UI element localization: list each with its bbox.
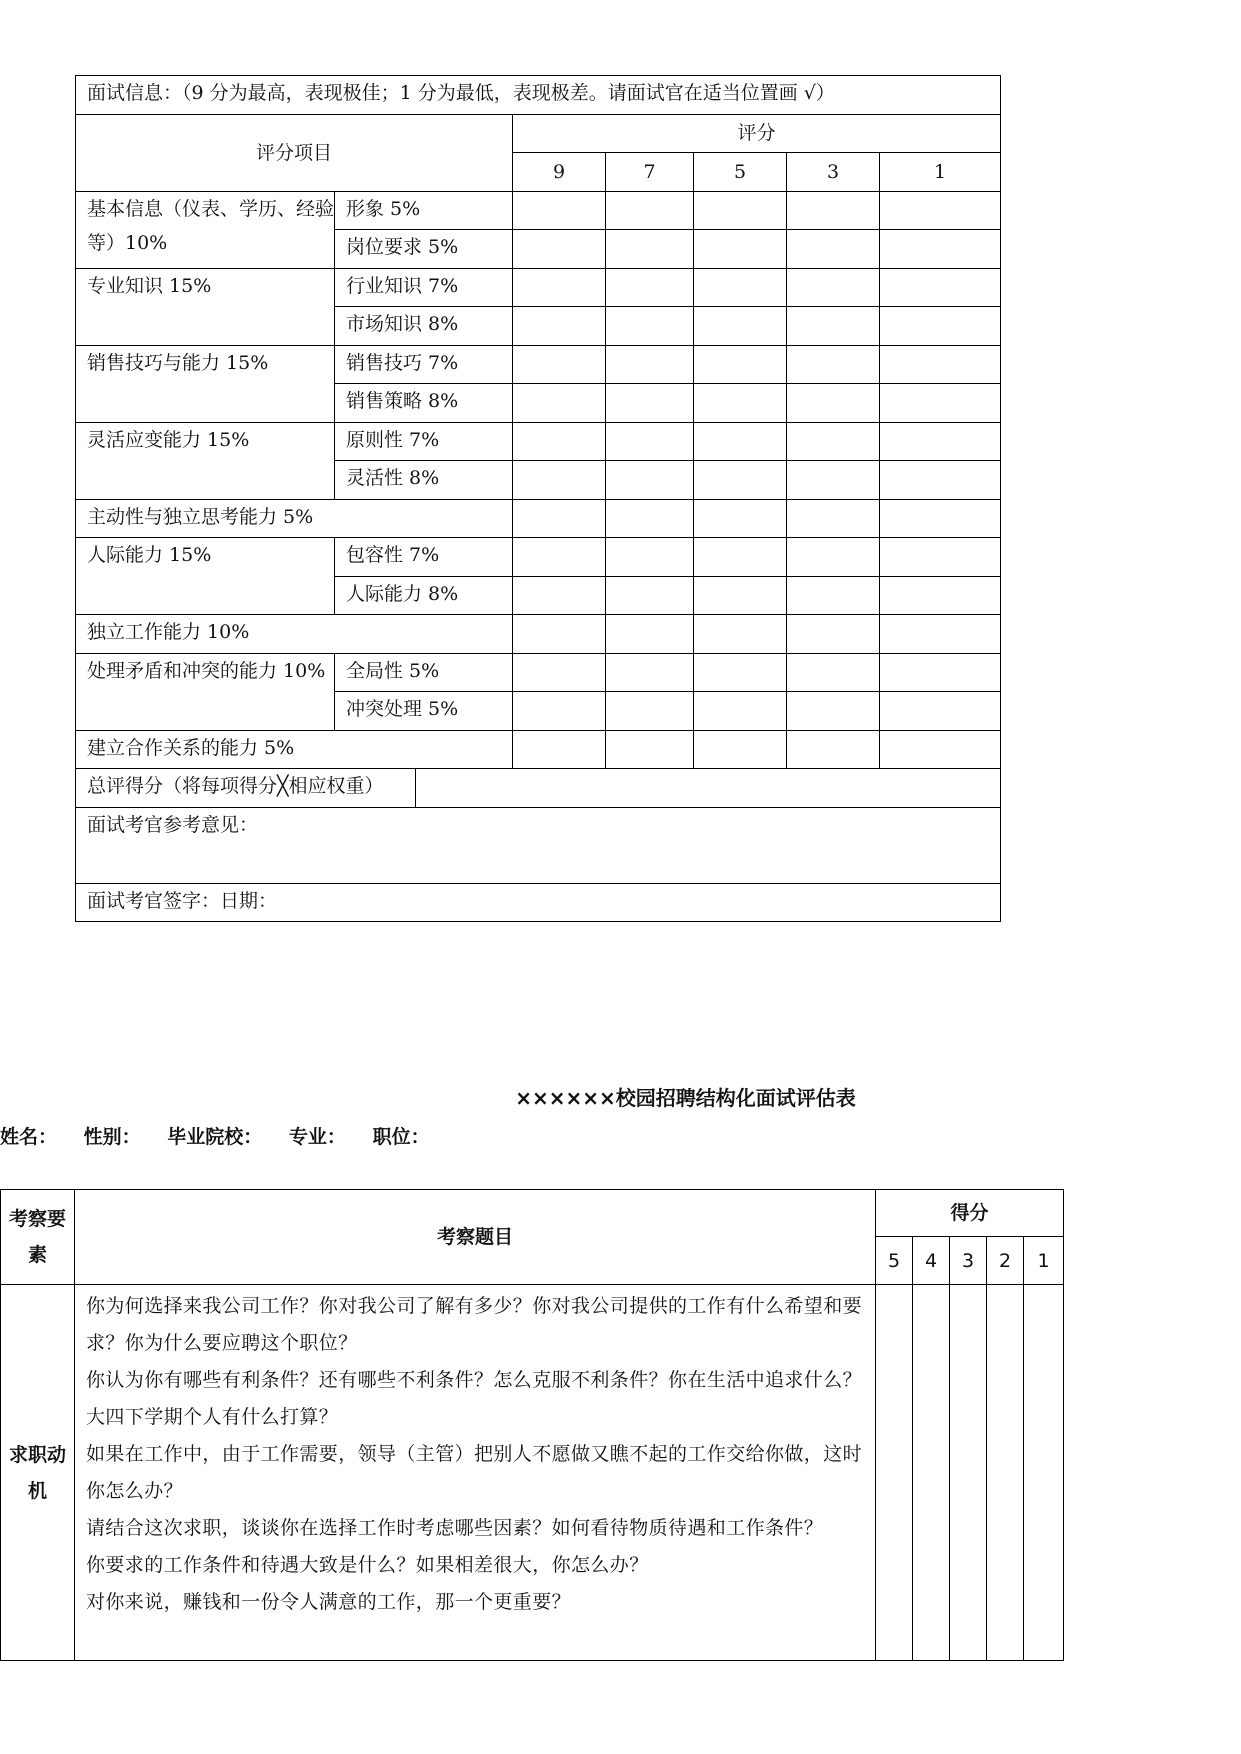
score-cell[interactable]: [513, 499, 606, 538]
total-score-label: 总评得分（将每项得分╳相应权重）: [76, 769, 416, 808]
question-item: 如果在工作中，由于工作需要，领导（主管）把别人不愿做又瞧不起的工作交给你做，这时你怎么办？: [86, 1443, 863, 1502]
row-post-requirement: 岗位要求 5%: [335, 230, 513, 269]
score-cell[interactable]: [513, 384, 606, 423]
row-conflict-handling-ability: 处理矛盾和冲突的能力 10%: [76, 653, 335, 730]
score-cell[interactable]: [606, 461, 694, 500]
candidate-fields: [0, 1122, 450, 1149]
score-cell[interactable]: [694, 615, 787, 654]
factor-motivation: 求职动机: [1, 1285, 75, 1661]
score-cell[interactable]: [787, 615, 880, 654]
row-initiative: 主动性与独立思考能力 5%: [76, 499, 513, 538]
score-1: 1: [880, 153, 1001, 192]
score-cell[interactable]: [606, 422, 694, 461]
score-cell[interactable]: [787, 422, 880, 461]
question-item: 你认为你有哪些有利条件？还有哪些不利条件？怎么克服不利条件？你在生活中追求什么？大四下学期个人有什么打算？: [86, 1369, 863, 1428]
question-list: [75, 1285, 876, 1661]
field-position[interactable]: 职位：: [372, 1126, 430, 1148]
score-cell[interactable]: [513, 461, 606, 500]
score-cell[interactable]: [606, 345, 694, 384]
score-cell[interactable]: [513, 307, 606, 346]
question-item: 对你来说，赚钱和一份令人满意的工作，那一个更重要？: [86, 1591, 572, 1613]
score-cell[interactable]: [694, 461, 787, 500]
score-cell[interactable]: [880, 384, 1001, 423]
score-cell[interactable]: [513, 191, 606, 230]
row-cooperation: 建立合作关系的能力 5%: [76, 730, 513, 769]
score-header: 评分: [513, 114, 1001, 153]
score-cell[interactable]: [787, 307, 880, 346]
score-cell[interactable]: [694, 499, 787, 538]
field-gender[interactable]: 性别：: [83, 1126, 141, 1148]
score-cell[interactable]: [880, 230, 1001, 269]
row-flexibility: 灵活性 8%: [335, 461, 513, 500]
score-cell[interactable]: [880, 268, 1001, 307]
score-3: 3: [787, 153, 880, 192]
score-cell[interactable]: [513, 268, 606, 307]
score-cell[interactable]: [880, 422, 1001, 461]
row-interpersonal-sub: 人际能力 8%: [335, 576, 513, 615]
score-cell[interactable]: [694, 653, 787, 692]
score-cell[interactable]: [787, 268, 880, 307]
score-cell[interactable]: [787, 384, 880, 423]
score-cell[interactable]: [787, 538, 880, 577]
score-cell[interactable]: [880, 499, 1001, 538]
score-cell[interactable]: [513, 422, 606, 461]
field-name[interactable]: 姓名：: [0, 1126, 58, 1148]
score-cell[interactable]: [694, 422, 787, 461]
score-cell[interactable]: [513, 345, 606, 384]
score-cell[interactable]: [1024, 1285, 1064, 1661]
score-cell[interactable]: [694, 268, 787, 307]
score-5: 5: [876, 1237, 913, 1285]
score-cell[interactable]: [787, 230, 880, 269]
score-cell[interactable]: [694, 384, 787, 423]
score-cell[interactable]: [880, 576, 1001, 615]
score-cell[interactable]: [606, 384, 694, 423]
score-cell[interactable]: [694, 307, 787, 346]
score-cell[interactable]: [513, 615, 606, 654]
score-cell[interactable]: [606, 538, 694, 577]
score-header-2: 得分: [876, 1190, 1064, 1237]
question-header: 考察题目: [75, 1190, 876, 1285]
score-5: 5: [694, 153, 787, 192]
row-conflict-handling: 冲突处理 5%: [335, 692, 513, 731]
score-cell[interactable]: [787, 730, 880, 769]
score-cell[interactable]: [606, 692, 694, 731]
score-cell[interactable]: [787, 461, 880, 500]
score-cell[interactable]: [880, 730, 1001, 769]
field-school[interactable]: 毕业院校：: [167, 1126, 263, 1148]
score-cell[interactable]: [694, 730, 787, 769]
total-score-value[interactable]: [416, 769, 1001, 808]
row-sales-skill: 销售技巧 7%: [335, 345, 513, 384]
score-cell[interactable]: [694, 692, 787, 731]
score-3: 3: [950, 1237, 987, 1285]
score-4: 4: [913, 1237, 950, 1285]
interview-info: 面试信息：（9 分为最高，表现极佳；1 分为最低，表现极差。请面试官在适当位置画 √）: [76, 76, 1001, 115]
score-cell[interactable]: [513, 230, 606, 269]
score-cell[interactable]: [787, 345, 880, 384]
score-7: 7: [606, 153, 694, 192]
score-cell[interactable]: [913, 1285, 950, 1661]
score-cell[interactable]: [606, 499, 694, 538]
score-cell[interactable]: [876, 1285, 913, 1661]
row-independent-work: 独立工作能力 10%: [76, 615, 513, 654]
score-cell[interactable]: [787, 576, 880, 615]
score-cell[interactable]: [787, 692, 880, 731]
score-cell[interactable]: [606, 653, 694, 692]
item-header: 评分项目: [76, 114, 513, 191]
score-cell[interactable]: [606, 615, 694, 654]
score-cell[interactable]: [513, 692, 606, 731]
score-cell[interactable]: [513, 653, 606, 692]
row-principle: 原则性 7%: [335, 422, 513, 461]
score-cell[interactable]: [880, 345, 1001, 384]
row-overall-view: 全局性 5%: [335, 653, 513, 692]
factor-header: 考察要素: [1, 1190, 75, 1285]
score-cell[interactable]: [880, 653, 1001, 692]
question-item: 你为何选择来我公司工作？你对我公司了解有多少？你对我公司提供的工作有什么希望和要求？你为什么要应聘这个职位？: [86, 1295, 863, 1354]
question-item: 你要求的工作条件和待遇大致是什么？如果相差很大，你怎么办？: [86, 1554, 649, 1576]
score-cell[interactable]: [606, 230, 694, 269]
examiner-opinion[interactable]: 面试考官参考意见：: [76, 807, 1001, 883]
score-2: 2: [987, 1237, 1024, 1285]
score-cell[interactable]: [787, 191, 880, 230]
score-cell[interactable]: [606, 307, 694, 346]
score-cell[interactable]: [987, 1285, 1024, 1661]
interview-score-table: [75, 75, 1001, 922]
score-cell[interactable]: [694, 538, 787, 577]
row-professional-knowledge: 专业知识 15%: [76, 268, 335, 345]
score-cell[interactable]: [513, 538, 606, 577]
score-1: 1: [1024, 1237, 1064, 1285]
row-sales-ability: 销售技巧与能力 15%: [76, 345, 335, 422]
score-9: 9: [513, 153, 606, 192]
score-cell[interactable]: [880, 692, 1001, 731]
score-cell[interactable]: [606, 576, 694, 615]
score-cell[interactable]: [880, 307, 1001, 346]
score-cell[interactable]: [880, 191, 1001, 230]
row-basic-info: 基本信息（仪表、学历、经验等）10%: [76, 191, 335, 268]
row-tolerance: 包容性 7%: [335, 538, 513, 577]
score-cell[interactable]: [694, 576, 787, 615]
score-cell[interactable]: [606, 268, 694, 307]
score-cell[interactable]: [880, 461, 1001, 500]
row-image: 形象 5%: [335, 191, 513, 230]
row-sales-strategy: 销售策略 8%: [335, 384, 513, 423]
row-industry-knowledge: 行业知识 7%: [335, 268, 513, 307]
score-cell[interactable]: [787, 499, 880, 538]
score-cell[interactable]: [606, 730, 694, 769]
score-cell[interactable]: [694, 345, 787, 384]
examiner-signature[interactable]: 面试考官签字：日期：: [76, 883, 1001, 922]
question-item: 请结合这次求职，谈谈你在选择工作时考虑哪些因素？如何看待物质待遇和工作条件？: [86, 1517, 824, 1539]
score-cell[interactable]: [513, 576, 606, 615]
score-cell[interactable]: [694, 230, 787, 269]
score-cell[interactable]: [950, 1285, 987, 1661]
row-interpersonal: 人际能力 15%: [76, 538, 335, 615]
structured-interview-table: [0, 1189, 1064, 1661]
row-flexibility-ability: 灵活应变能力 15%: [76, 422, 335, 499]
score-cell[interactable]: [513, 730, 606, 769]
score-cell[interactable]: [787, 653, 880, 692]
score-cell[interactable]: [880, 538, 1001, 577]
row-market-knowledge: 市场知识 8%: [335, 307, 513, 346]
field-major[interactable]: 专业：: [288, 1126, 346, 1148]
score-cell[interactable]: [880, 615, 1001, 654]
score-cell[interactable]: [694, 191, 787, 230]
form-title: ××××××校园招聘结构化面试评估表: [515, 1086, 856, 1110]
score-cell[interactable]: [606, 191, 694, 230]
